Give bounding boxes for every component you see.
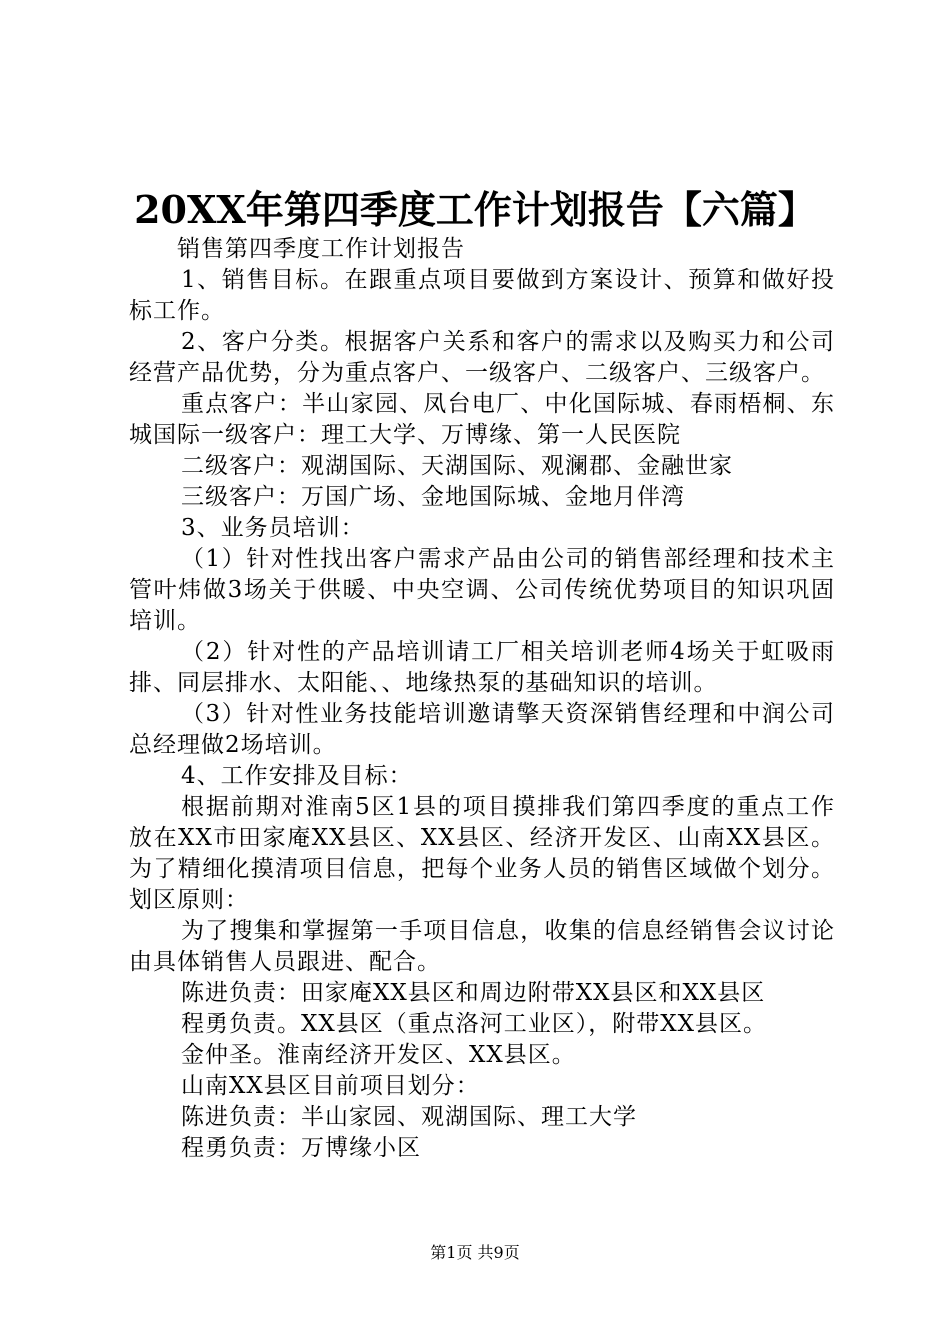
document-title: 20XX年第四季度工作计划报告【六篇】: [134, 187, 816, 232]
paragraph: 重点客户：半山家园、凤台电厂、中化国际城、春雨梧桐、东城国际一级客户：理工大学、万博缘、第一人民医院: [129, 391, 835, 448]
paragraph: （1）针对性找出客户需求产品由公司的销售部经理和技术主管叶炜做3场关于供暖、中央空调、公司传统优势项目的知识巩固培训。: [129, 546, 835, 634]
document-body: [129, 234, 835, 1164]
paragraph: 4、工作安排及目标：: [181, 763, 413, 789]
paragraph: 三级客户：万国广场、金地国际城、金地月伴湾: [181, 484, 685, 510]
paragraph: 程勇负责。XX县区（重点洛河工业区），附带XX县区。: [181, 1011, 767, 1037]
paragraph: 根据前期对淮南5区1县的项目摸排我们第四季度的重点工作放在XX市田家庵XX县区、XX县区、经济开发区、山南XX县区。为了精细化摸清项目信息，把每个业务人员的销售区域做个划分。划区原则：: [129, 794, 835, 913]
page-number: 第1页 共9页: [430, 1243, 520, 1262]
paragraph: 陈进负责：半山家园、观湖国际、理工大学: [181, 1104, 637, 1130]
paragraph: 陈进负责：田家庵XX县区和周边附带XX县区和XX县区: [181, 980, 766, 1006]
paragraph: 二级客户：观湖国际、天湖国际、观澜郡、金融世家: [181, 453, 733, 479]
paragraph: 金仲圣。淮南经济开发区、XX县区。: [181, 1042, 576, 1068]
paragraph: （2）针对性的产品培训请工厂相关培训老师4场关于虹吸雨排、同层排水、太阳能、、地缘热泵的基础知识的培训。: [129, 639, 835, 696]
paragraph: （3）针对性业务技能培训邀请擎天资深销售经理和中润公司总经理做2场培训。: [129, 701, 835, 758]
paragraph: 山南XX县区目前项目划分：: [181, 1073, 480, 1099]
paragraph: 程勇负责：万博缘小区: [181, 1135, 421, 1161]
paragraph: 2、客户分类。根据客户关系和客户的需求以及购买力和公司经营产品优势，分为重点客户、一级客户、二级客户、三级客户。: [129, 329, 835, 386]
paragraph: 销售第四季度工作计划报告: [177, 236, 465, 262]
paragraph: 为了搜集和掌握第一手项目信息，收集的信息经销售会议讨论由具体销售人员跟进、配合。: [129, 918, 835, 975]
paragraph: 1、销售目标。在跟重点项目要做到方案设计、预算和做好投标工作。: [129, 267, 835, 324]
paragraph: 3、业务员培训：: [181, 515, 365, 541]
